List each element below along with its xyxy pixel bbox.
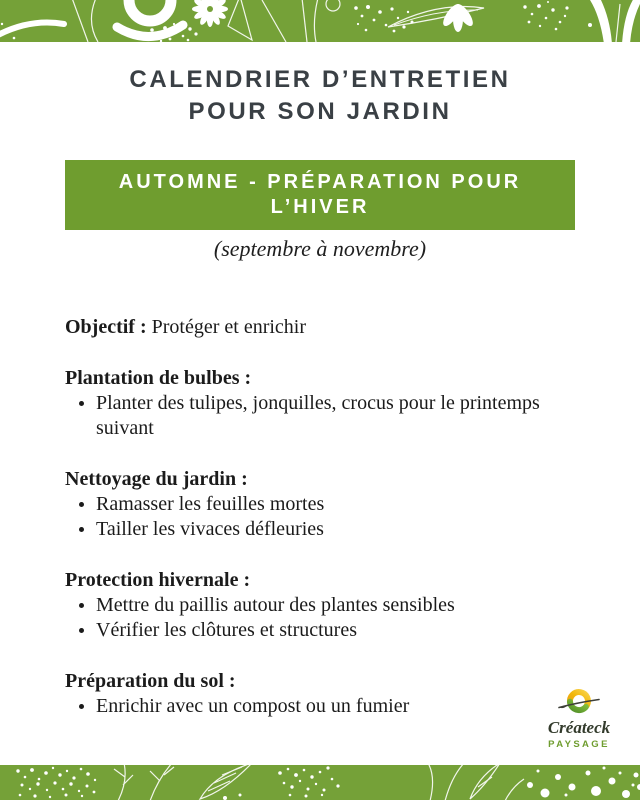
botanical-border-top-icon bbox=[0, 0, 640, 42]
section-preparation-du-sol bbox=[65, 669, 585, 719]
botanical-border-bottom-icon bbox=[0, 765, 640, 800]
bullet-item: • Vérifier les clôtures et structures bbox=[96, 618, 585, 643]
objective-line bbox=[65, 315, 585, 340]
logo-company-name: Créateck bbox=[547, 718, 611, 737]
season-banner-line2: L’HIVER bbox=[270, 196, 370, 218]
objective-label: Objectif : bbox=[65, 316, 147, 338]
page-title-line1: CALENDRIER D’ENTRETIEN bbox=[129, 66, 511, 93]
leaf-ring-icon bbox=[556, 685, 602, 717]
bullet-item: • Enrichir avec un compost ou un fumier bbox=[96, 694, 585, 719]
bullet-list bbox=[65, 593, 585, 643]
bullet-item: • Mettre du paillis autour des plantes sensibles bbox=[96, 593, 585, 618]
bullet-item: • Planter des tulipes, jonquilles, crocus pour le printemps suivant bbox=[96, 391, 585, 441]
objective-text: Protéger et enrichir bbox=[151, 316, 307, 338]
page-title-line2: POUR SON JARDIN bbox=[188, 98, 452, 125]
section-heading: Nettoyage du jardin : bbox=[65, 468, 248, 490]
section-heading: Protection hivernale : bbox=[65, 569, 251, 591]
section-protection-hivernale bbox=[65, 568, 585, 643]
content-area bbox=[65, 315, 585, 719]
section-heading: Plantation de bulbes : bbox=[65, 367, 252, 389]
company-logo bbox=[544, 685, 614, 750]
bullet-item: • Tailler les vivaces défleuries bbox=[96, 517, 585, 542]
bullet-item: • Ramasser les feuilles mortes bbox=[96, 492, 585, 517]
season-period-subtitle: (septembre à novembre) bbox=[213, 236, 427, 261]
bullet-list bbox=[65, 694, 585, 719]
season-banner-line1: AUTOMNE - PRÉPARATION POUR bbox=[118, 171, 522, 193]
page-title bbox=[0, 64, 640, 128]
section-plantation-de-bulbes bbox=[65, 366, 585, 441]
bullet-list bbox=[65, 492, 585, 542]
section-nettoyage-du-jardin bbox=[65, 467, 585, 542]
section-heading: Préparation du sol : bbox=[65, 670, 236, 692]
logo-tagline: PAYSAGE bbox=[548, 739, 610, 750]
season-banner bbox=[65, 160, 575, 230]
bullet-list bbox=[65, 391, 585, 441]
